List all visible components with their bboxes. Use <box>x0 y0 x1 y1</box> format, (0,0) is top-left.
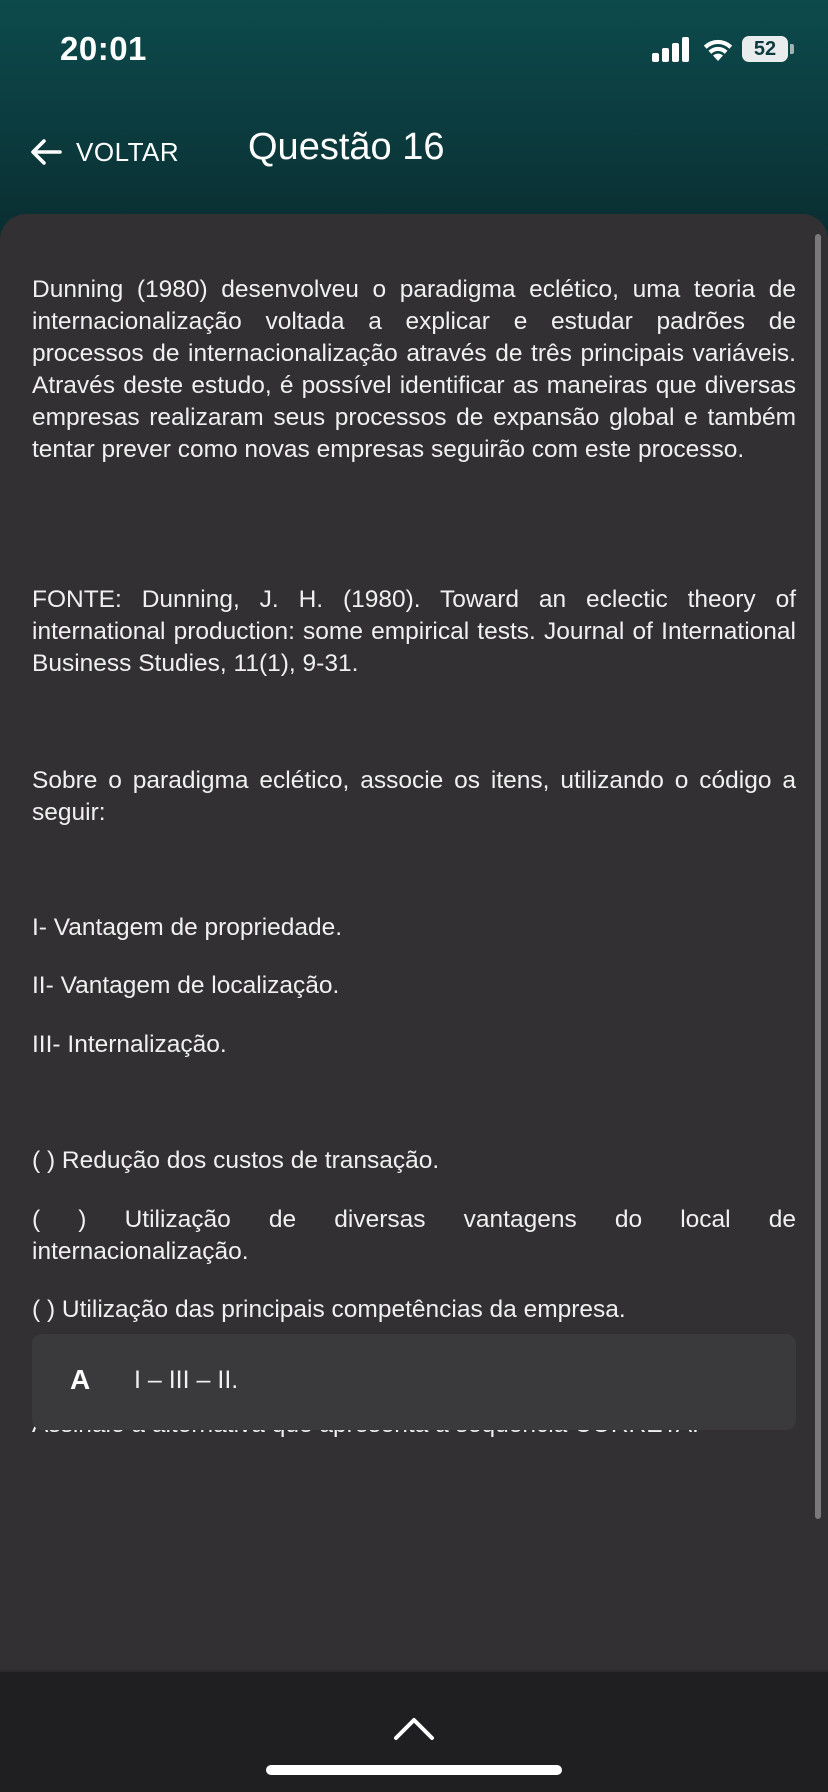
battery-nub <box>790 44 794 54</box>
chevron-up-icon[interactable] <box>392 1714 436 1742</box>
status-time: 20:01 <box>60 30 147 67</box>
option-a-text: I – III – II. <box>134 1366 239 1394</box>
home-indicator <box>266 1765 562 1775</box>
question-intro: Dunning (1980) desenvolveu o paradigma eclético, uma teoria de internacionalização voltada a explicar e estudar padrões de processos de internacionalização através de três principais variáveis. Através deste estudo, é possível identificar as maneiras que diversas empresas realizaram seus processos de expansão global e também tentar prever como novas empresas seguirão com este processo. <box>32 276 796 463</box>
status-bar <box>0 0 828 100</box>
back-button[interactable] <box>28 130 179 174</box>
back-label: VOLTAR <box>76 136 180 167</box>
option-a-letter: A <box>70 1364 91 1395</box>
item-2: II- Vantagem de localização. <box>32 972 340 999</box>
statement-1: ( ) Redução dos custos de transação. <box>32 1147 440 1174</box>
arrow-left-icon <box>28 134 64 170</box>
wifi-icon <box>700 35 736 63</box>
page-title: Questão 16 <box>248 126 445 168</box>
cellular-signal-icon <box>652 36 690 62</box>
battery-indicator: 52 <box>742 36 788 62</box>
question-content[interactable] <box>0 214 828 1674</box>
question-prompt: Sobre o paradigma eclético, associe os itens, utilizando o código a seguir: <box>32 767 796 826</box>
statement-3: ( ) Utilização das principais competências da empresa. <box>32 1296 626 1323</box>
item-1: I- Vantagem de propriedade. <box>32 914 343 941</box>
statement-2: ( ) Utilização de diversas vantagens do local de internacionalização. <box>32 1206 796 1265</box>
option-a[interactable] <box>32 1334 796 1430</box>
scrollbar[interactable] <box>815 234 821 1519</box>
app-header <box>0 0 828 240</box>
question-source: FONTE: Dunning, J. H. (1980). Toward an eclectic theory of international production: some empirical tests. Journal of International Business Studies, 11(1), 9-31. <box>32 586 796 677</box>
item-3: III- Internalização. <box>32 1031 227 1058</box>
